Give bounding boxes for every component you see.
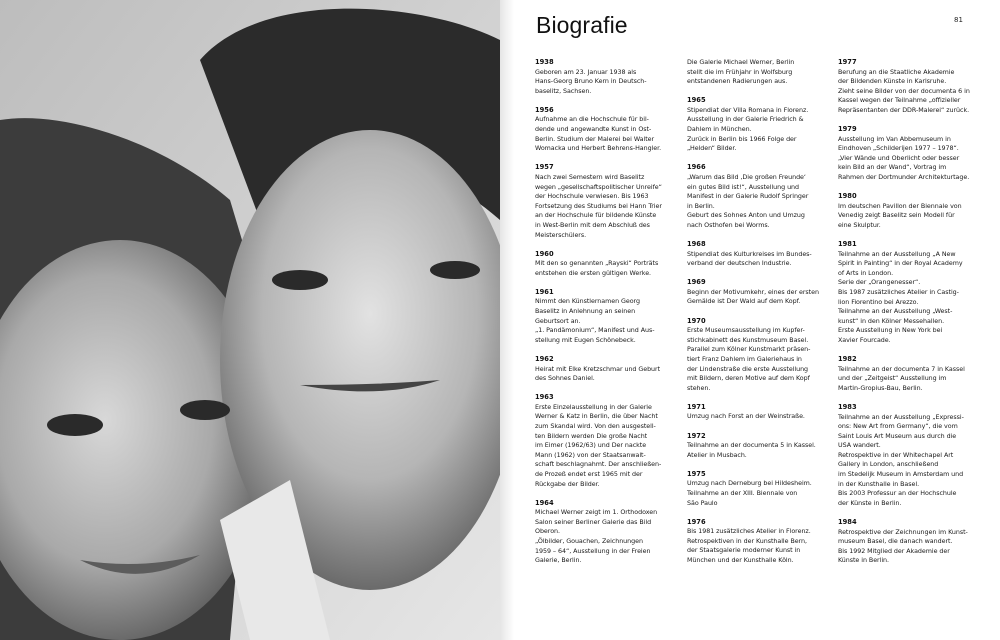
biography-column-1 bbox=[535, 58, 667, 575]
biography-entry bbox=[838, 355, 970, 393]
biography-entry bbox=[687, 58, 819, 87]
entry-text: Umzug nach Derneburg bei Hildesheim. Teilnahme an der XIII. Biennale von São Paulo bbox=[687, 480, 812, 507]
eye-shape bbox=[430, 261, 480, 279]
entry-text: Teilnahme an der Ausstellung „A New Spirit in Painting“ in der Royal Academy of Arts in London. Serie der „Orangenesser“. Bis 1987 zusätzliches Atelier in Castig- lion Fiorentino bei Arezzo. Teilnahme an der Ausstellung „West- kunst“ in den Kölner Messehallen. Erste Ausstellung in New York bei Xavier Fourcade. bbox=[838, 250, 963, 344]
entry-text: Im deutschen Pavillon der Biennale von Venedig zeigt Baselitz sein Modell für eine Skulptur. bbox=[838, 202, 962, 229]
entry-year: 1969 bbox=[687, 278, 706, 287]
entry-text: Heirat mit Elke Kretzschmar und Geburt des Sohnes Daniel. bbox=[535, 365, 661, 383]
biography-entry bbox=[838, 58, 970, 116]
entry-text: Erste Museumsausstellung im Kupfer- stichkabinett des Kunstmuseum Basel. Parallel zum Kölner Kunstmarkt präsen- tiert Franz Dahlem im Galeriehaus in der Lindenstraße die erste Ausstellung mit Bildern, deren Motive auf dem Kopf stehen. bbox=[687, 327, 811, 392]
entry-text: Geboren am 23. Januar 1938 als Hans-Georg Bruno Kern in Deutsch- baselitz, Sachsen. bbox=[535, 68, 647, 95]
biography-entry bbox=[838, 403, 970, 509]
entry-text: Die Galerie Michael Werner, Berlin stellt die im Frühjahr in Wolfsburg entstandenen Radierungen aus. bbox=[687, 59, 795, 86]
entry-text: Teilnahme an der documenta 7 in Kassel und der „Zeitgeist“ Ausstellung im Martin-Gropius-Bau, Berlin. bbox=[838, 365, 965, 392]
entry-text: „Warum das Bild ‚Die großen Freunde‘ ein gutes Bild ist!“, Ausstellung und Manifest in der Galerie Rudolf Springer in Berlin. Geburt des Sohnes Anton und Umzug nach Osthofen bei Worms. bbox=[687, 173, 809, 229]
biography-entry bbox=[687, 470, 819, 508]
entry-text: Umzug nach Forst an der Weinstraße. bbox=[687, 413, 805, 421]
entry-year: 1975 bbox=[687, 469, 706, 478]
entry-year: 1957 bbox=[535, 163, 554, 172]
biography-entry bbox=[838, 518, 970, 566]
biography-entry bbox=[687, 96, 819, 154]
entry-text: Erste Einzelausstellung in der Galerie Werner & Katz in Berlin, die über Nacht zum Skandal wird. Von den ausgestell- ten Bildern werden Die große Nacht im Eimer (1962/63) und Der nackte Mann (1962) von der Staatsanwalt- schaft beschlagnahmt. Der anschließen- de Prozeß endet erst 1965 mit der Rückgabe der Bilder. bbox=[535, 403, 662, 488]
entry-text: Teilnahme an der documenta 5 in Kassel. Atelier in Musbach. bbox=[687, 442, 816, 459]
entry-year: 1968 bbox=[687, 240, 706, 248]
entry-year: 1960 bbox=[535, 249, 554, 258]
biography-entry bbox=[687, 432, 819, 461]
entry-year: 1984 bbox=[838, 517, 857, 526]
entry-text: Michael Werner zeigt im 1. Orthodoxen Salon seiner Berliner Galerie das Bild Oberon. „Ölbilder, Gouachen, Zeichnungen 1959 – 64“, Ausstellung in der Freien Galerie, Berlin. bbox=[535, 509, 658, 565]
eye-shape bbox=[180, 400, 230, 420]
biography-entry bbox=[687, 163, 819, 230]
eye-shape bbox=[272, 270, 328, 290]
entry-text: Aufnahme an die Hochschule für bil- dende und angewandte Kunst in Ost- Berlin. Studium der Malerei bei Walter Womacka und Herbert Behrens-Hangler. bbox=[535, 116, 662, 153]
entry-text: Ausstellung im Van Abbemuseum in Eindhoven „Schilderijen 1977 – 1978“. „Vier Wände und Oberlicht oder besser kein Bild an der Wand“, Vortrag im Rahmen der Dortmunder Architekturtage. bbox=[838, 135, 970, 182]
entry-year: 1965 bbox=[687, 96, 706, 105]
entry-year: 1962 bbox=[535, 354, 554, 363]
entry-text: Stipendiat der Villa Romana in Florenz. Ausstellung in der Galerie Friedrich & Dahlem in München. Zurück in Berlin bis 1966 Folge der „Helden“ Bilder. bbox=[687, 106, 809, 153]
entry-year: 1971 bbox=[687, 402, 706, 411]
entry-text: Nimmt den Künstlernamen Georg Baselitz in Anlehnung an seinen Geburtsort an. „1. Pandämonium“, Manifest und Aus- stellung mit Eugen Schönebeck. bbox=[535, 298, 655, 344]
biography-entry bbox=[535, 58, 667, 96]
entry-year: 1979 bbox=[838, 125, 857, 134]
biography-page bbox=[514, 0, 1000, 640]
entry-year: 1970 bbox=[687, 316, 706, 325]
entry-year: 1964 bbox=[535, 498, 554, 507]
biography-column-2 bbox=[687, 58, 819, 575]
entry-year: 1981 bbox=[838, 240, 857, 248]
entry-year: 1983 bbox=[838, 402, 857, 411]
entry-year: 1977 bbox=[838, 58, 857, 66]
biography-entry bbox=[535, 106, 667, 154]
entry-text: Mit den so genannten „Rayski“ Porträts entstehen die ersten gültigen Werke. bbox=[535, 260, 659, 277]
biography-entry bbox=[687, 278, 819, 307]
entry-year: 1976 bbox=[687, 517, 706, 526]
entry-year: 1972 bbox=[687, 431, 706, 440]
entry-year: 1961 bbox=[535, 287, 554, 296]
entry-text: Stipendiat des Kulturkreises im Bundes- verband der deutschen Industrie. bbox=[687, 250, 812, 268]
biography-entry bbox=[687, 518, 819, 566]
entry-text: Berufung an die Staatliche Akademie der Bildenden Künste in Karlsruhe. Zieht seine Bilder von der documenta 6 in Kassel wegen der Teilnahme „offizieller Repräsentanten der DDR-Malerei“ zurück. bbox=[838, 68, 970, 114]
biography-entry bbox=[535, 355, 667, 384]
entry-year: 1982 bbox=[838, 355, 857, 364]
entry-year: 1963 bbox=[535, 393, 554, 402]
biography-entry bbox=[687, 240, 819, 269]
biography-entry bbox=[838, 192, 970, 230]
biography-entry bbox=[687, 403, 819, 422]
biography-entry bbox=[838, 240, 970, 346]
page-number: 81 bbox=[954, 16, 963, 24]
biography-entry bbox=[687, 317, 819, 394]
page-title: Biografie bbox=[536, 12, 628, 38]
entry-year: 1966 bbox=[687, 163, 706, 172]
page-gutter bbox=[500, 0, 514, 640]
biography-entry bbox=[535, 288, 667, 346]
eye-shape bbox=[47, 414, 103, 436]
biography-entry bbox=[535, 499, 667, 566]
entry-text: Nach zwei Semestern wird Baselitz wegen „gesellschaftspolitischer Unreife“ der Hochschule verwiesen. Bis 1963 Fortsetzung des Studiums bei Hann Trier an der Hochschule für bildende Künste in West-Berlin mit dem Abschluß des Meisterschülers. bbox=[535, 173, 662, 239]
entry-text: Beginn der Motivumkehr, eines der ersten Gemälde ist Der Wald auf dem Kopf. bbox=[687, 288, 819, 306]
entry-year: 1980 bbox=[838, 192, 857, 201]
biography-entry bbox=[535, 163, 667, 240]
biography-entry bbox=[535, 250, 667, 279]
entry-text: Bis 1981 zusätzliches Atelier in Florenz. Retrospektiven in der Kunsthalle Bern, der Staatsgalerie moderner Kunst in München und der Kunsthalle Köln. bbox=[687, 528, 811, 565]
entry-text: Retrospektive der Zeichnungen im Kunst- museum Basel, die danach wandert. Bis 1992 Mitglied der Akademie der Künste in Berlin. bbox=[838, 528, 968, 565]
entry-year: 1956 bbox=[535, 105, 554, 114]
biography-entry bbox=[535, 393, 667, 489]
entry-text: Teilnahme an der Ausstellung „Expressi- ons: New Art from Germany“, die vom Saint Louis Art Museum aus durch die USA wandert. Retrospektive in der Whitechapel Art Gallery in London, anschließend im Stedelijk Museum in Amsterdam und in der Kunsthalle in Basel. Bis 2003 Professur an der Hochschule der Künste in Berlin. bbox=[838, 413, 964, 507]
entry-year: 1938 bbox=[535, 58, 554, 66]
biography-column-3 bbox=[838, 58, 970, 575]
biography-entry bbox=[838, 125, 970, 183]
